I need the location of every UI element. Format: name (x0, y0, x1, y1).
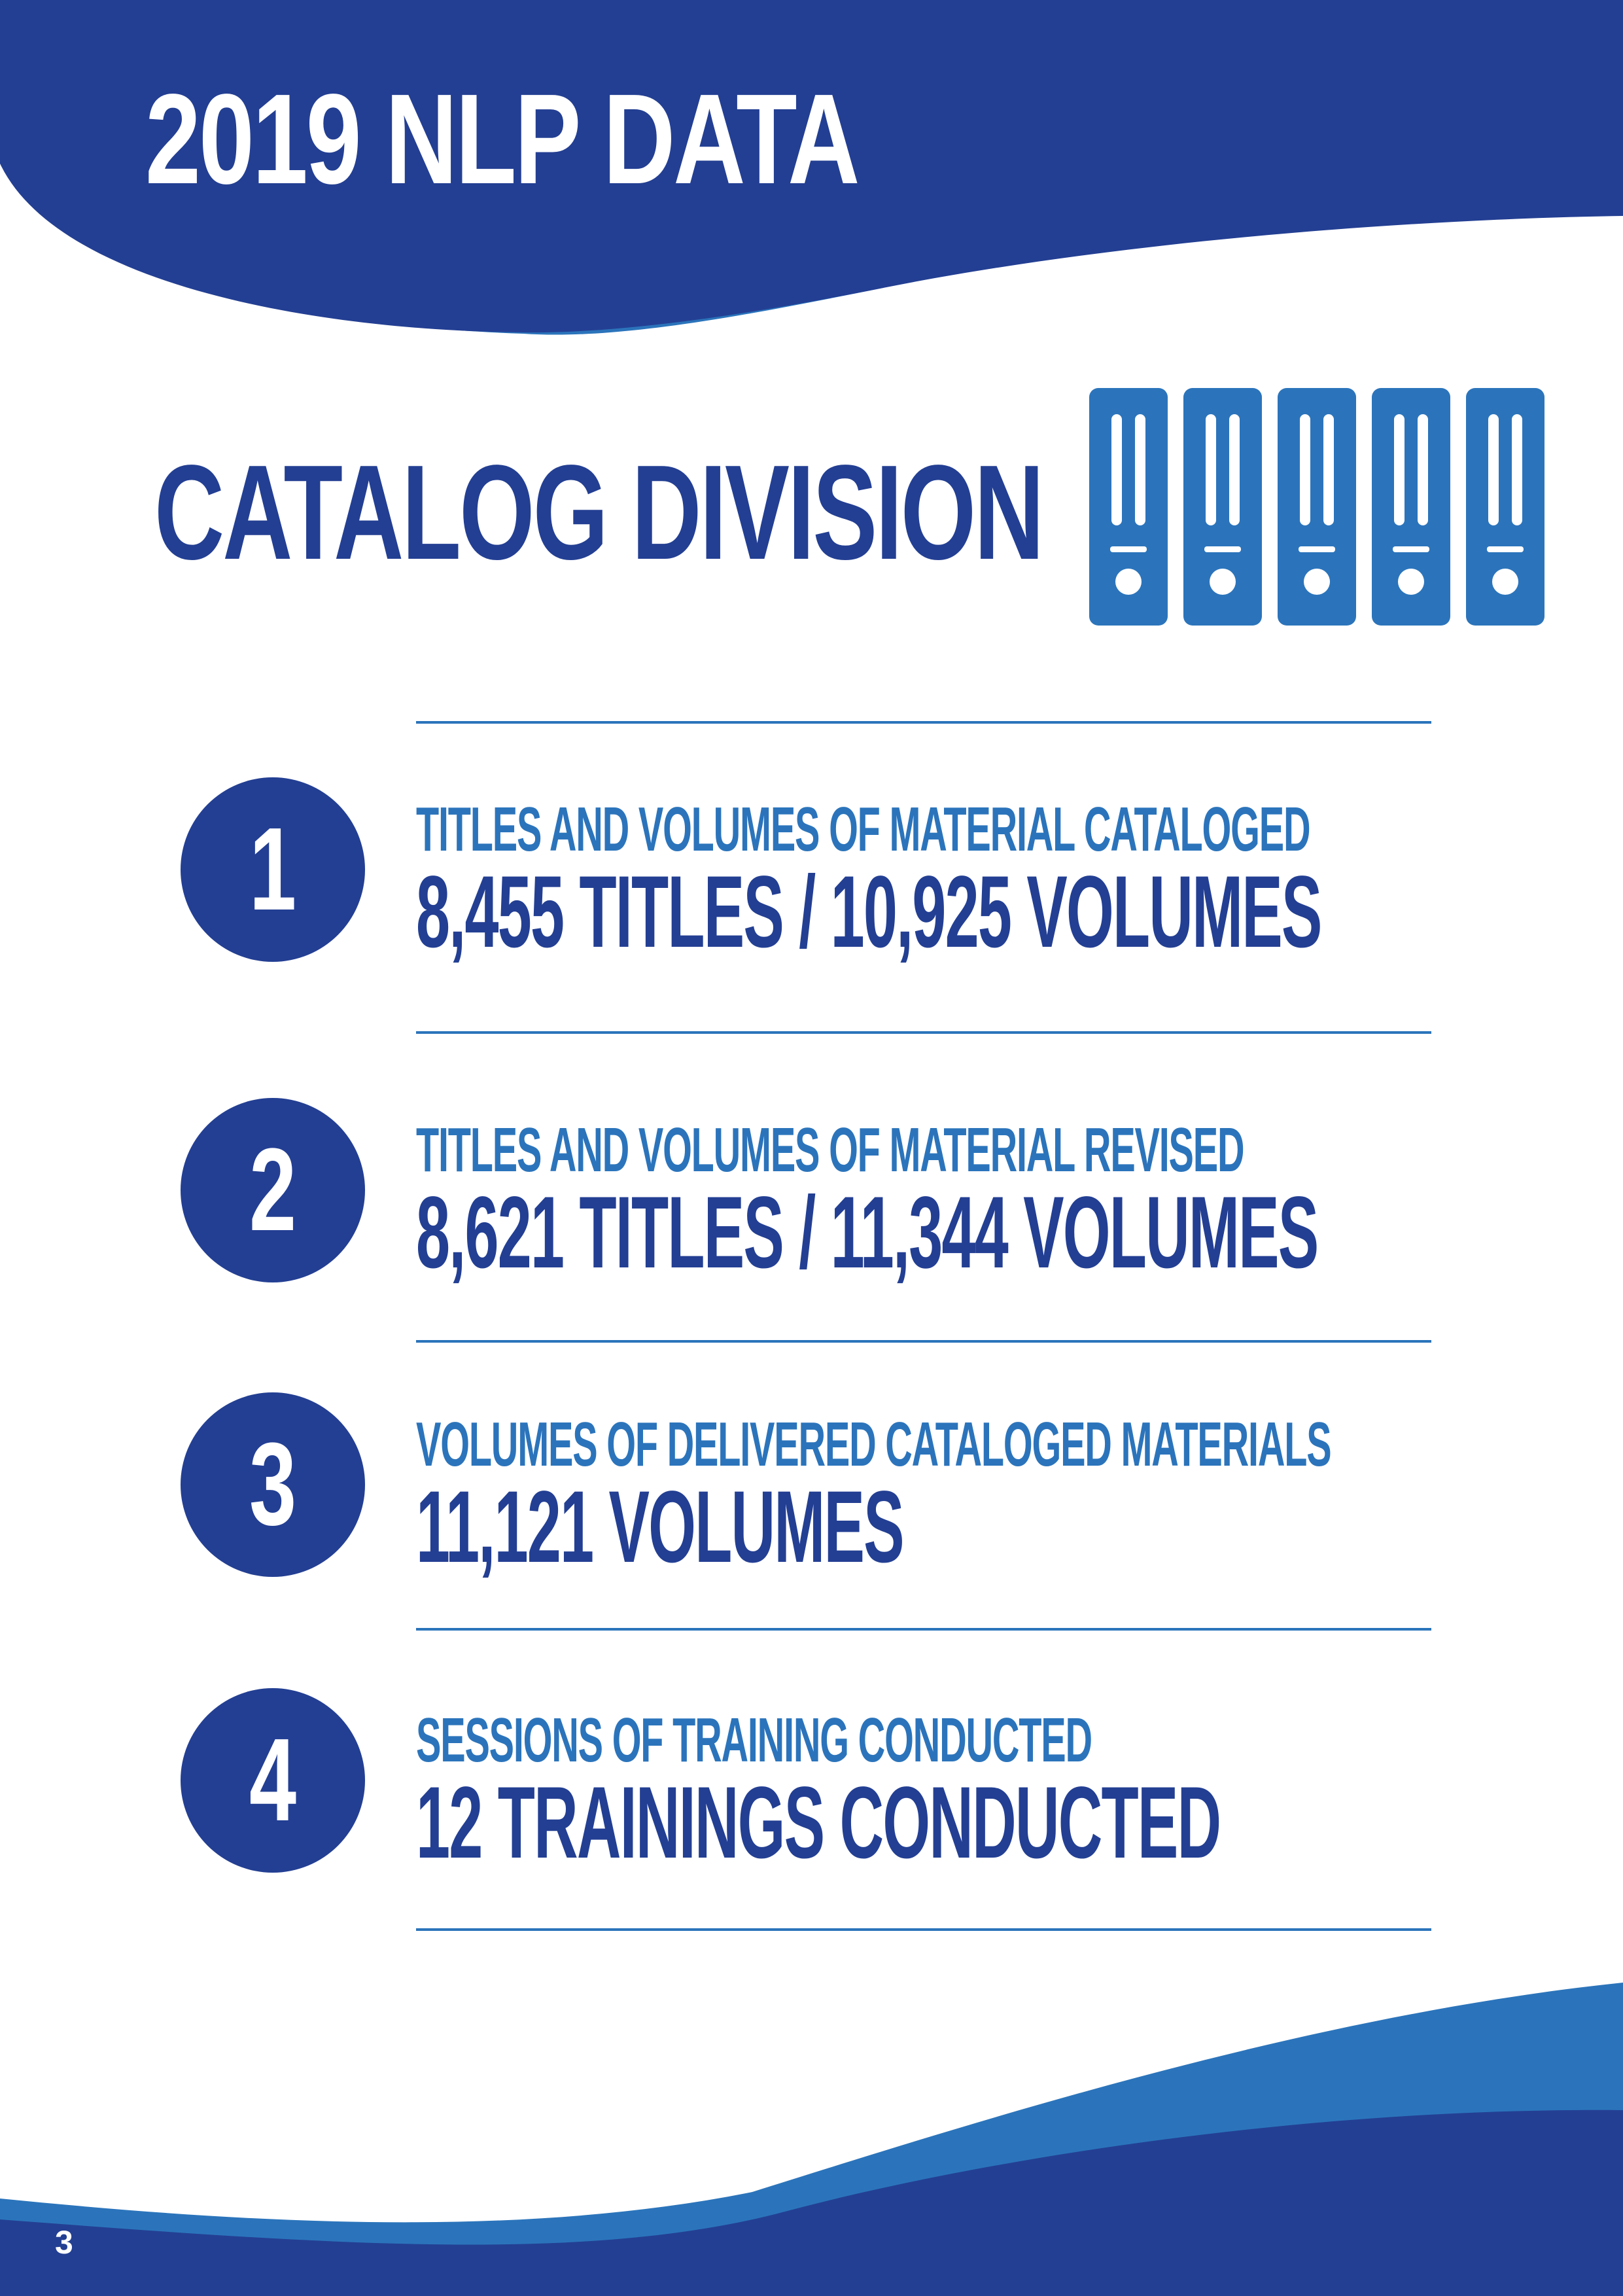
divider-rule (416, 721, 1431, 724)
binder-icon (1372, 388, 1450, 626)
stat-item (0, 1392, 1623, 1589)
page-title: 2019 NLP DATA (145, 67, 858, 211)
stat-value: 11,121 VOLUMES (416, 1470, 903, 1584)
page-number: 3 (55, 2224, 73, 2261)
stat-value: 8,455 TITLES / 10,925 VOLUMES (416, 855, 1321, 969)
stat-value: 8,621 TITLES / 11,344 VOLUMES (416, 1176, 1318, 1290)
stat-label: SESSIONS OF TRAINING CONDUCTED (416, 1705, 1092, 1775)
binder-icon (1466, 388, 1544, 626)
stat-value: 12 TRAININGS CONDUCTED (416, 1766, 1221, 1880)
divider-rule (416, 1928, 1431, 1931)
stat-label: TITLES AND VOLUMES OF MATERIAL CATALOGED (416, 794, 1310, 864)
stat-item (0, 777, 1623, 974)
item-number-badge: 2 (181, 1098, 365, 1282)
division-title: CATALOG DIVISION (154, 437, 1043, 588)
item-number-badge: 1 (181, 777, 365, 962)
stat-label: VOLUMES OF DELIVERED CATALOGED MATERIALS (416, 1409, 1331, 1479)
divider-rule (416, 1340, 1431, 1343)
binder-icon (1278, 388, 1356, 626)
stat-item (0, 1098, 1623, 1294)
item-number-badge: 4 (181, 1688, 365, 1873)
binders-icon (1089, 388, 1544, 626)
divider-rule (416, 1628, 1431, 1631)
divider-rule (416, 1031, 1431, 1034)
stat-label: TITLES AND VOLUMES OF MATERIAL REVISED (416, 1115, 1244, 1185)
binder-icon (1183, 388, 1262, 626)
item-number-badge: 3 (181, 1392, 365, 1577)
binder-icon (1089, 388, 1168, 626)
stat-item (0, 1688, 1623, 1884)
